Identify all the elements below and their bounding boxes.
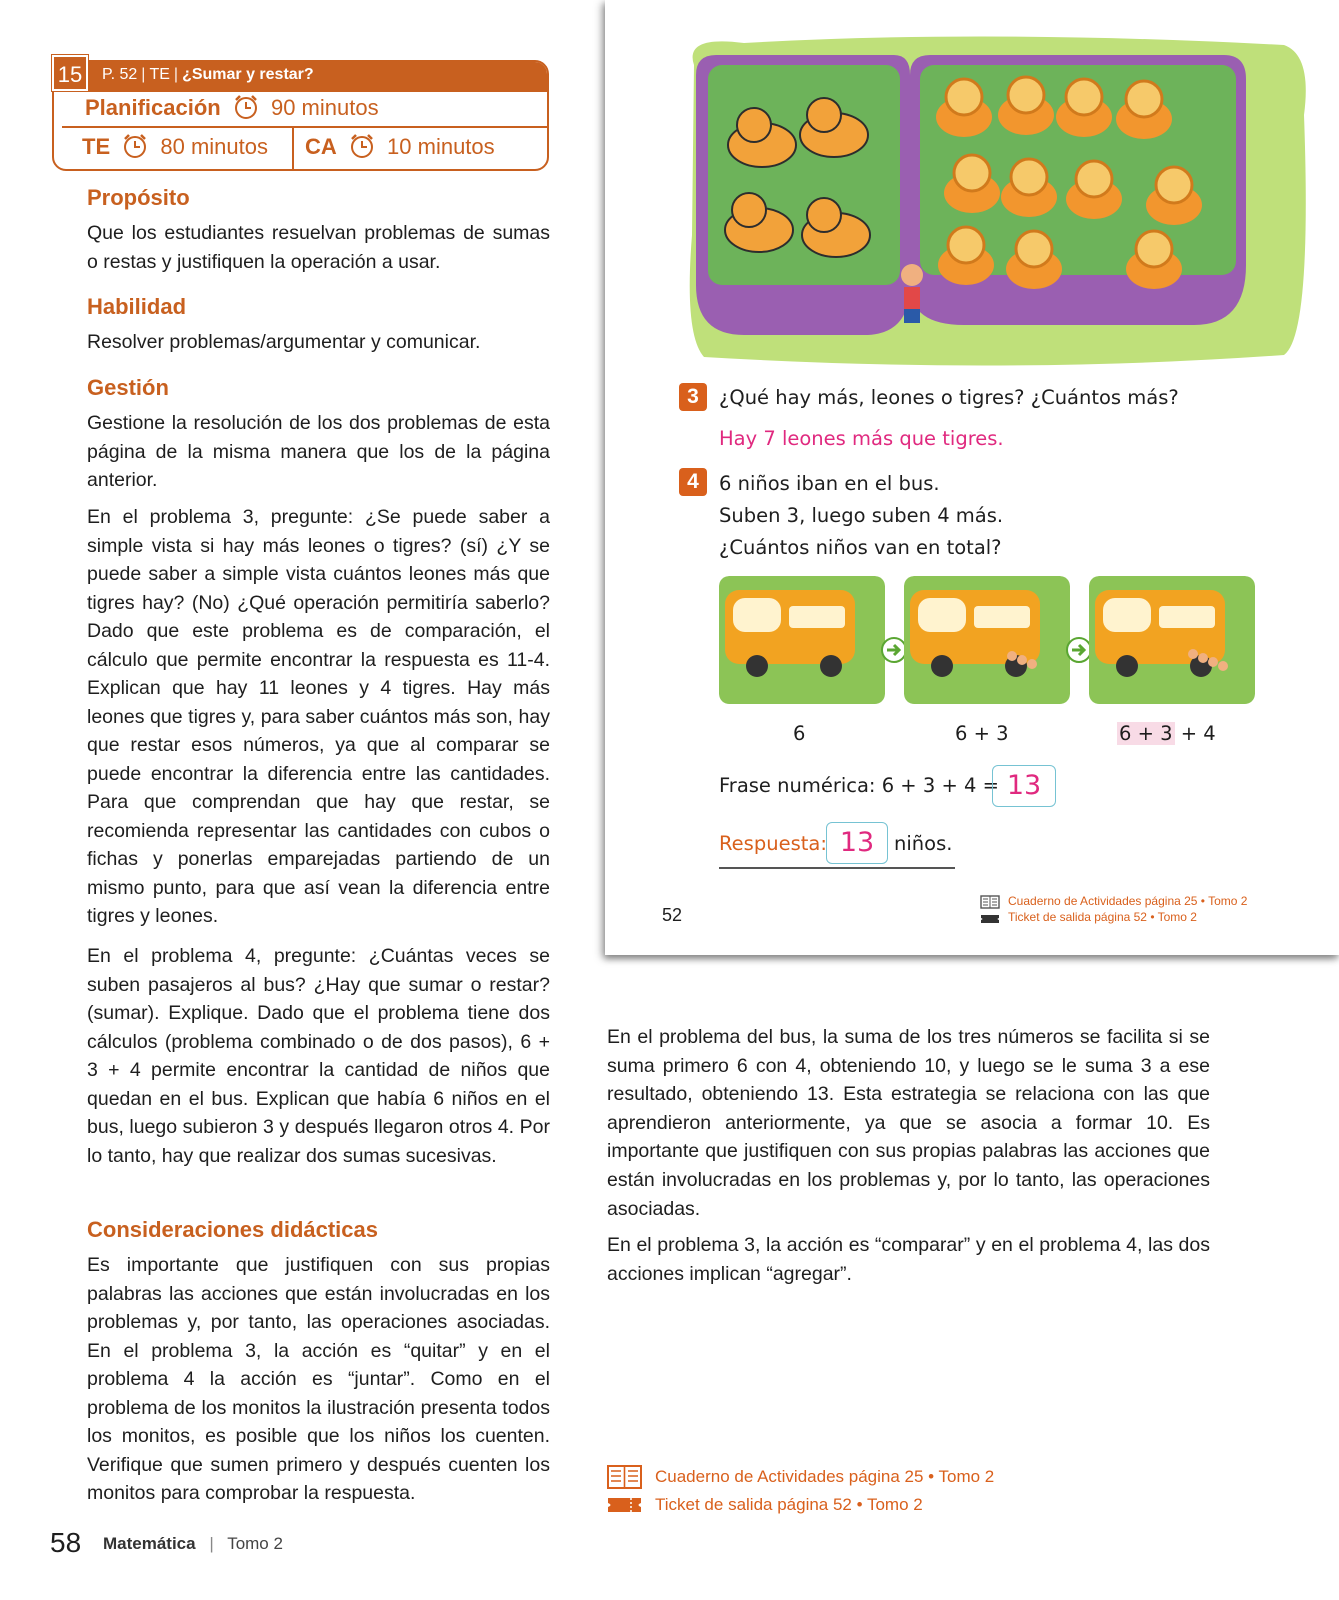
problem-3-answer: Hay 7 leones más que tigres.	[719, 427, 1004, 450]
problem-4-line-2: Suben 3, luego suben 4 más.	[719, 504, 1004, 527]
child-figure	[901, 264, 923, 323]
planning-row	[85, 93, 379, 123]
respuesta-label: Respuesta:	[719, 832, 827, 855]
habilidad-text: Resolver problemas/argumentar y comunicar.	[87, 331, 481, 353]
session-number: 15	[52, 55, 88, 91]
consideraciones-heading: Consideraciones didácticas	[87, 1217, 378, 1242]
alarm-clock-icon	[233, 94, 259, 120]
student-ref-ticket: Ticket de salida página 52 • Tomo 2	[1008, 910, 1197, 924]
alarm-clock-icon	[122, 133, 148, 159]
expression-1: 6	[793, 722, 806, 745]
session-title: ¿Sumar y restar?	[182, 66, 314, 83]
frase-numerica-value: 13	[992, 765, 1056, 807]
bus-scene-1	[719, 576, 885, 704]
problem-4-line-3: ¿Cuántos niños van en total?	[719, 536, 1002, 559]
respuesta-unit: niños.	[894, 832, 953, 855]
ticket-icon	[607, 1493, 642, 1517]
zoo-illustration	[684, 35, 1312, 367]
gestion-paragraph-1: Gestione la resolución de los dos problemas de esta página de la misma manera que los de la página anterior.	[87, 412, 550, 491]
session-header-line: P. 52 | TE | ¿Sumar y restar?	[102, 66, 314, 83]
ca-row	[305, 132, 495, 162]
ca-label: CA	[305, 134, 337, 159]
expression-3-rest: + 4	[1174, 722, 1216, 745]
proposito-heading: Propósito	[87, 185, 190, 210]
planning-time: 90 minutos	[270, 95, 379, 120]
habilidad-heading: Habilidad	[87, 294, 187, 319]
expression-3	[1117, 720, 1216, 748]
footer-label: Matemática | Tomo 2	[103, 1534, 283, 1553]
te-row	[82, 132, 268, 162]
te-time: 80 minutos	[160, 134, 268, 159]
respuesta-value: 13	[826, 822, 888, 864]
ref-ticket: Ticket de salida página 52 • Tomo 2	[655, 1495, 923, 1514]
alarm-clock-icon	[349, 133, 375, 159]
header-column-divider	[292, 128, 294, 169]
right-paragraph-1: En el problema del bus, la suma de los tres números se facilita si se suma primero 6 con 4, obteniendo 10, y luego se le suma 3 a ese resultado, obteniendo 13. Esta estrategia se relaciona con las que aprendieron anteriormente, ya que se asocia a formar 10. Es importante que justifiquen con sus propias palabras las acciones que están involucradas en los problemas y, por lo tanto, las operaciones asociadas.	[607, 1026, 1210, 1220]
student-ref-cuaderno: Cuaderno de Actividades página 25 • Tomo 2	[1008, 894, 1248, 908]
notebook-icon	[607, 1465, 642, 1489]
te-label: TE	[82, 134, 111, 159]
ref-cuaderno: Cuaderno de Actividades página 25 • Tomo 2	[655, 1467, 995, 1486]
planning-label: Planificación	[85, 95, 221, 120]
proposito-text: Que los estudiantes resuelvan problemas de sumas o restas y justifiquen la operación a usar.	[87, 222, 550, 273]
gestion-paragraph-3: En el problema 4, pregunte: ¿Cuántas veces se suben pasajeros al bus? ¿Hay que sumar o restar? (sumar). Explique. Dado que el problema tiene dos cálculos (problema combinado o de dos pasos), 6 + 3 + 4 permite encontrar la cantidad de niños que quedan en el bus. Explican que había 6 niños en el bus, luego subieron 3 y después llegaron otros 4. Por lo tanto, hay que realizar dos sumas sucesivas.	[87, 945, 550, 1167]
header-divider	[62, 126, 547, 128]
problem-4-badge: 4	[679, 468, 707, 496]
footer-volume: Tomo 2	[227, 1534, 283, 1553]
ca-time: 10 minutos	[387, 134, 495, 159]
right-paragraph-2: En el problema 3, la acción es “comparar” y en el problema 4, las dos acciones implican “agregar”.	[607, 1234, 1210, 1285]
problem-3-badge: 3	[679, 383, 707, 411]
footer-page-number: 58	[50, 1527, 82, 1558]
notebook-icon	[980, 895, 1000, 909]
gestion-paragraph-2: En el problema 3, pregunte: ¿Se puede saber a simple vista si hay más leones o tigres? (sí) ¿Y se puede saber a simple vista cuántos leones más que tigres hay? (No) ¿Qué operación permitiría saberlo? Dado que este problema es de comparación, el cálculo que permite encontrar la respuesta es 11-4. Explican que hay 11 leones y 4 tigres. Hay más leones que tigres y, para saber cuántos más son, hay que restar esos números, ya que al comparar se puede encontrar la diferencia entre las cantidades. Para que comprendan que hay que restar, se recomienda representar las cantidades con cubos o fichas y ponerlas emparejadas partiendo de un mismo punto, para que así vean la diferencia entre tigres y leones.	[87, 506, 550, 927]
problem-3-question: ¿Qué hay más, leones o tigres? ¿Cuántos más?	[719, 386, 1179, 409]
respuesta-underline	[719, 867, 955, 869]
ticket-icon	[980, 912, 1000, 926]
session-page: P. 52	[102, 66, 138, 83]
footer-subject: Matemática	[103, 1534, 196, 1553]
frase-numerica-label: Frase numérica: 6 + 3 + 4 =	[719, 774, 999, 797]
problem-4-line-1: 6 niños iban en el bus.	[719, 472, 940, 495]
consideraciones-text: Es importante que justifiquen con sus propias palabras las acciones que están involucradas en los problemas y, por tanto, las operaciones asociadas. En el problema 3, la acción es “quitar” y en el problema 4 la acción es “juntar”. Como en el problema de los monitos la ilustración presenta todos los monitos, es posible que los niños los cuenten. Verifique que sumen primero y después cuenten los monitos para comprobar la respuesta.	[87, 1254, 550, 1504]
gestion-heading: Gestión	[87, 375, 169, 400]
student-page-number: 52	[662, 905, 683, 925]
expression-3-highlight: 6 + 3	[1119, 722, 1173, 745]
bus-scene-2	[904, 576, 1070, 704]
session-section: TE	[149, 66, 170, 83]
expression-2: 6 + 3	[955, 722, 1009, 745]
bus-scene-3	[1089, 576, 1255, 704]
